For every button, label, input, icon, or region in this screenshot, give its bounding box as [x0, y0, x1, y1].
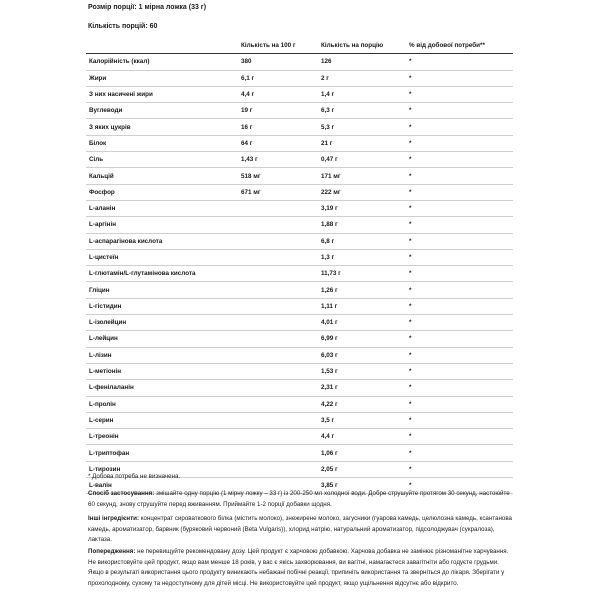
- warning: [88, 547, 513, 589]
- nutrient-name: Жири: [89, 74, 107, 82]
- daily-value: *: [409, 156, 412, 164]
- amount-per-100g: [238, 347, 318, 363]
- amount-per-serving: 3,85 г: [321, 482, 338, 490]
- table-row: [86, 363, 513, 379]
- nutrient-name: L-лейцин: [89, 335, 118, 343]
- header-nutrient: [86, 38, 238, 54]
- amount-per-100g: [238, 429, 318, 445]
- table-row: [86, 217, 513, 233]
- usage-text: змішайте одну порцію (1 мірну ложку – 33 г) із 200-250 мл холодної води. Добре струшуйте протягом 30 секунд, настоюйте 60 секунд, знову струшуйте перед вживанням. Приймайте 1-2 порції добавки щодня.: [88, 490, 510, 508]
- nutrient-name: L-ізолейцин: [89, 319, 127, 327]
- table-row: [86, 412, 513, 428]
- daily-value: *: [409, 205, 412, 213]
- nutrient-name: L-серин: [89, 416, 114, 424]
- amount-per-100g: [238, 200, 318, 216]
- daily-value: *: [409, 74, 412, 82]
- nutrient-name: L-гістидин: [89, 302, 122, 310]
- nutrient-name: Кальцій: [89, 172, 114, 180]
- daily-value: *: [409, 270, 412, 278]
- table-row: [86, 184, 513, 200]
- daily-value: *: [409, 335, 412, 343]
- table-row: [86, 396, 513, 412]
- amount-per-100g: [238, 396, 318, 412]
- daily-value: *: [409, 482, 412, 490]
- amount-per-serving: 0,47 г: [321, 156, 338, 164]
- nutrient-name: L-лізин: [89, 351, 112, 359]
- table-row: [86, 152, 513, 168]
- amount-per-100g: [238, 331, 318, 347]
- amount-per-serving: 3,19 г: [321, 205, 338, 213]
- amount-per-100g: [238, 298, 318, 314]
- nutrient-name: L-треонін: [89, 433, 119, 441]
- daily-value: *: [409, 400, 412, 408]
- table-row: [86, 168, 513, 184]
- header-per-serving: Кількість на порцію: [321, 42, 384, 50]
- daily-value: *: [409, 368, 412, 376]
- amount-per-100g: 16 г: [241, 123, 253, 131]
- amount-per-serving: 4,22 г: [321, 400, 338, 408]
- table-row: [86, 429, 513, 445]
- amount-per-100g: 19 г: [241, 107, 253, 115]
- amount-per-100g: 1,43 г: [241, 156, 258, 164]
- amount-per-100g: [238, 363, 318, 379]
- nutrient-name: L-валін: [89, 482, 112, 490]
- nutrient-name: Гліцин: [89, 286, 110, 294]
- daily-value: *: [409, 139, 412, 147]
- amount-per-100g: 6,1 г: [241, 74, 255, 82]
- table-row: [86, 266, 513, 282]
- amount-per-serving: 1,4 г: [321, 91, 335, 99]
- nutrient-name: L-аспарагінова кислота: [89, 237, 163, 245]
- amount-per-serving: 6,8 г: [321, 237, 335, 245]
- daily-value: *: [409, 91, 412, 99]
- amount-per-100g: 671 мг: [241, 188, 261, 196]
- header-daily-value: % від добової потреби**: [409, 42, 485, 50]
- nutrient-name: L-тирозин: [89, 465, 121, 473]
- daily-value: *: [409, 221, 412, 229]
- warning-label: Попередження:: [88, 548, 136, 555]
- table-row: [86, 249, 513, 265]
- amount-per-100g: [238, 249, 318, 265]
- amount-per-100g: 64 г: [241, 139, 253, 147]
- nutrition-table: [86, 38, 513, 494]
- nutrition-table-header: [86, 38, 513, 54]
- amount-per-serving: 6,99 г: [321, 335, 338, 343]
- daily-value: *: [409, 286, 412, 294]
- daily-value: *: [409, 465, 412, 473]
- nutrient-name: Калорійність (ккал): [89, 58, 150, 66]
- amount-per-100g: [238, 445, 318, 461]
- nutrient-name: L-аргінін: [89, 221, 117, 229]
- daily-value: *: [409, 188, 412, 196]
- amount-per-100g: [238, 233, 318, 249]
- nutrition-table-body: [86, 54, 513, 494]
- header-per-100g: Кількість на 100 г: [241, 42, 296, 50]
- daily-value: *: [409, 107, 412, 115]
- daily-value: *: [409, 172, 412, 180]
- amount-per-serving: 1,88 г: [321, 221, 338, 229]
- ingredients-text: концентрат сироваткового білка (містить молоко), знежирене молоко, загусники (гуарова камедь, целюлозна камедь, ксантанова камедь, ароматизатор, барвник (буряковий червоний (Beta Vulgaris)), хлорид натрію, натуральний ароматизатор, підсолоджувач (сукралоза), лактаза.: [88, 515, 513, 544]
- daily-value: *: [409, 351, 412, 359]
- amount-per-serving: 11,73 г: [321, 270, 341, 278]
- nutrient-name: L-пролін: [89, 400, 116, 408]
- nutrient-name: Вуглеводи: [89, 107, 123, 115]
- table-row: [86, 282, 513, 298]
- servings-count: Кількість порцій: 60: [88, 23, 158, 30]
- amount-per-serving: 126: [321, 58, 332, 66]
- nutrient-name: З яких цукрів: [89, 123, 131, 131]
- nutrient-name: Білок: [89, 139, 107, 147]
- amount-per-serving: 6,03 г: [321, 351, 338, 359]
- daily-value: *: [409, 123, 412, 131]
- amount-per-100g: [238, 217, 318, 233]
- nutrient-name: Сіль: [89, 156, 104, 164]
- usage-label: Спосіб застосування:: [88, 490, 155, 497]
- amount-per-serving: 21 г: [321, 139, 333, 147]
- amount-per-serving: 222 мг: [321, 188, 341, 196]
- table-row: [86, 70, 513, 86]
- table-row: [86, 119, 513, 135]
- nutrient-name: L-аланін: [89, 205, 116, 213]
- serving-size: Розмір порції: 1 мірна ложка (33 г): [88, 4, 207, 11]
- table-row: [86, 233, 513, 249]
- table-row: [86, 86, 513, 102]
- amount-per-serving: 1,06 г: [321, 449, 338, 457]
- usage-instructions: [88, 489, 513, 510]
- amount-per-serving: 1,53 г: [321, 368, 338, 376]
- amount-per-serving: 3,5 г: [321, 416, 335, 424]
- daily-value: *: [409, 254, 412, 261]
- daily-value: *: [409, 384, 412, 392]
- table-row: [86, 380, 513, 396]
- daily-value: *: [409, 319, 412, 327]
- nutrient-name: L-цистеїн: [89, 254, 119, 261]
- daily-value: *: [409, 58, 412, 66]
- warning-text: не перевищуйте рекомендовану дозу. Цей продукт є харчовою добавкою. Харчова добавка не замінює різноманітне харчування. Не використовуйте цей продукт, якщо вам менше 18 років, у вас є якісь захворювання, ви вагітні, намагаєтеся завагітніти або годуєте грудьми. Якщо в результаті використання цього продукту виникають небажані побічні реакції, припиніть використання та зверніться до лікаря. Зберігати у прохолодному, сухому та недоступному для дітей місці. Не використовуйте цей продукт, якщо ущільнення відсутнє або відкрито.: [88, 548, 509, 587]
- nutrient-name: L-глютамін/L-глутамінова кислота: [89, 270, 196, 278]
- footnote: * Добова потреба не визначена.: [88, 473, 181, 480]
- amount-per-serving: 2,31 г: [321, 384, 338, 392]
- nutrient-name: L-фенілаланін: [89, 384, 134, 392]
- table-row: [86, 54, 513, 70]
- amount-per-100g: [238, 266, 318, 282]
- amount-per-100g: [238, 412, 318, 428]
- amount-per-serving: 1,26 г: [321, 286, 338, 294]
- table-row: [86, 315, 513, 331]
- amount-per-serving: 4,01 г: [321, 319, 338, 327]
- table-row: [86, 298, 513, 314]
- amount-per-serving: 2 г: [321, 74, 329, 82]
- amount-per-serving: 1,11 г: [321, 302, 338, 310]
- nutrient-name: З них насичені жири: [89, 91, 153, 99]
- amount-per-100g: [238, 380, 318, 396]
- daily-value: *: [409, 237, 412, 245]
- table-row: [86, 200, 513, 216]
- amount-per-serving: 2,05 г: [321, 465, 338, 473]
- daily-value: *: [409, 302, 412, 310]
- amount-per-100g: [238, 282, 318, 298]
- nutrient-name: L-триптофан: [89, 449, 130, 457]
- amount-per-serving: 6,3 г: [321, 107, 335, 115]
- table-row: [86, 331, 513, 347]
- amount-per-100g: [238, 315, 318, 331]
- other-ingredients: [88, 514, 513, 546]
- table-row: [86, 135, 513, 151]
- amount-per-serving: 171 мг: [321, 172, 341, 180]
- nutrient-name: L-метіонін: [89, 368, 122, 376]
- table-row: [86, 103, 513, 119]
- amount-per-serving: 4,4 г: [321, 433, 335, 441]
- nutrient-name: Фосфор: [89, 188, 115, 196]
- amount-per-100g: 4,4 г: [241, 91, 255, 99]
- amount-per-serving: 5,3 г: [321, 123, 335, 131]
- table-row: [86, 347, 513, 363]
- amount-per-100g: 518 мг: [241, 172, 261, 180]
- amount-per-serving: 1,3 г: [321, 254, 335, 261]
- amount-per-100g: 380: [241, 58, 252, 66]
- table-row: [86, 445, 513, 461]
- daily-value: *: [409, 433, 412, 441]
- daily-value: *: [409, 449, 412, 457]
- ingredients-label: Інші інгредієнти:: [88, 515, 140, 522]
- daily-value: *: [409, 416, 412, 424]
